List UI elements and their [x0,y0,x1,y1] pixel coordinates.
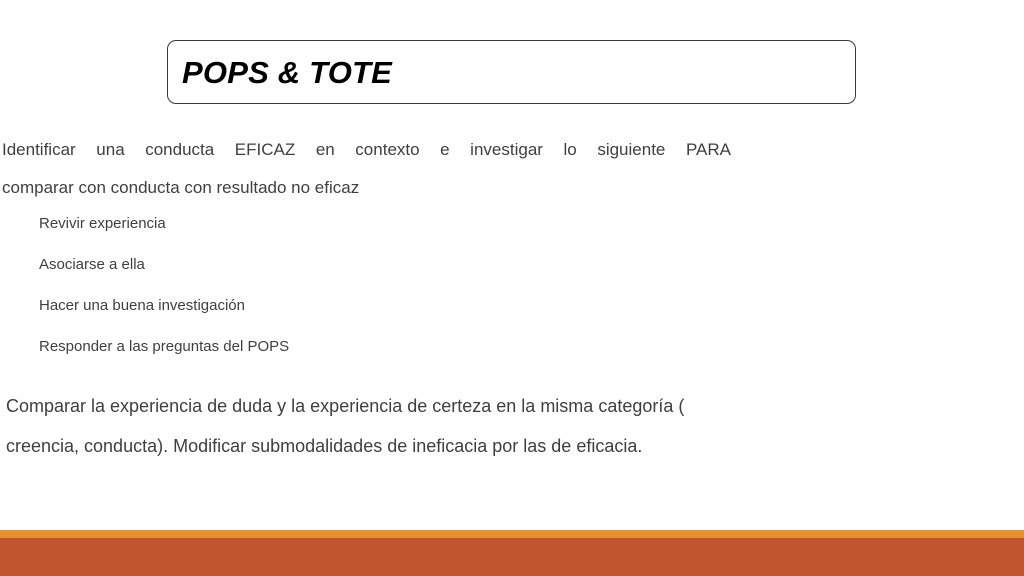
steps-list [39,212,289,376]
footer-bar [0,538,1024,576]
list-item: Asociarse a ella [39,256,145,273]
intro-line-2: comparar con conducta con resultado no eficaz [2,178,360,197]
title-box [167,40,856,104]
compare-line-2: creencia, conducta). Modificar submodalidades de ineficacia por las de eficacia. [6,436,643,456]
compare-paragraph [6,386,746,466]
list-item: Revivir experiencia [39,215,166,232]
intro-line-1: Identificar una conducta EFICAZ en contexto e investigar lo siguiente PARA [2,140,731,159]
slide-title: POPS & TOTE [182,55,393,90]
list-item: Responder a las preguntas del POPS [39,338,290,355]
compare-line-1: Comparar la experiencia de duda y la experiencia de certeza en la misma categoría ( [6,396,685,416]
intro-paragraph [2,131,731,207]
footer-accent-stripe [0,530,1024,538]
list-item: Hacer una buena investigación [39,297,245,314]
